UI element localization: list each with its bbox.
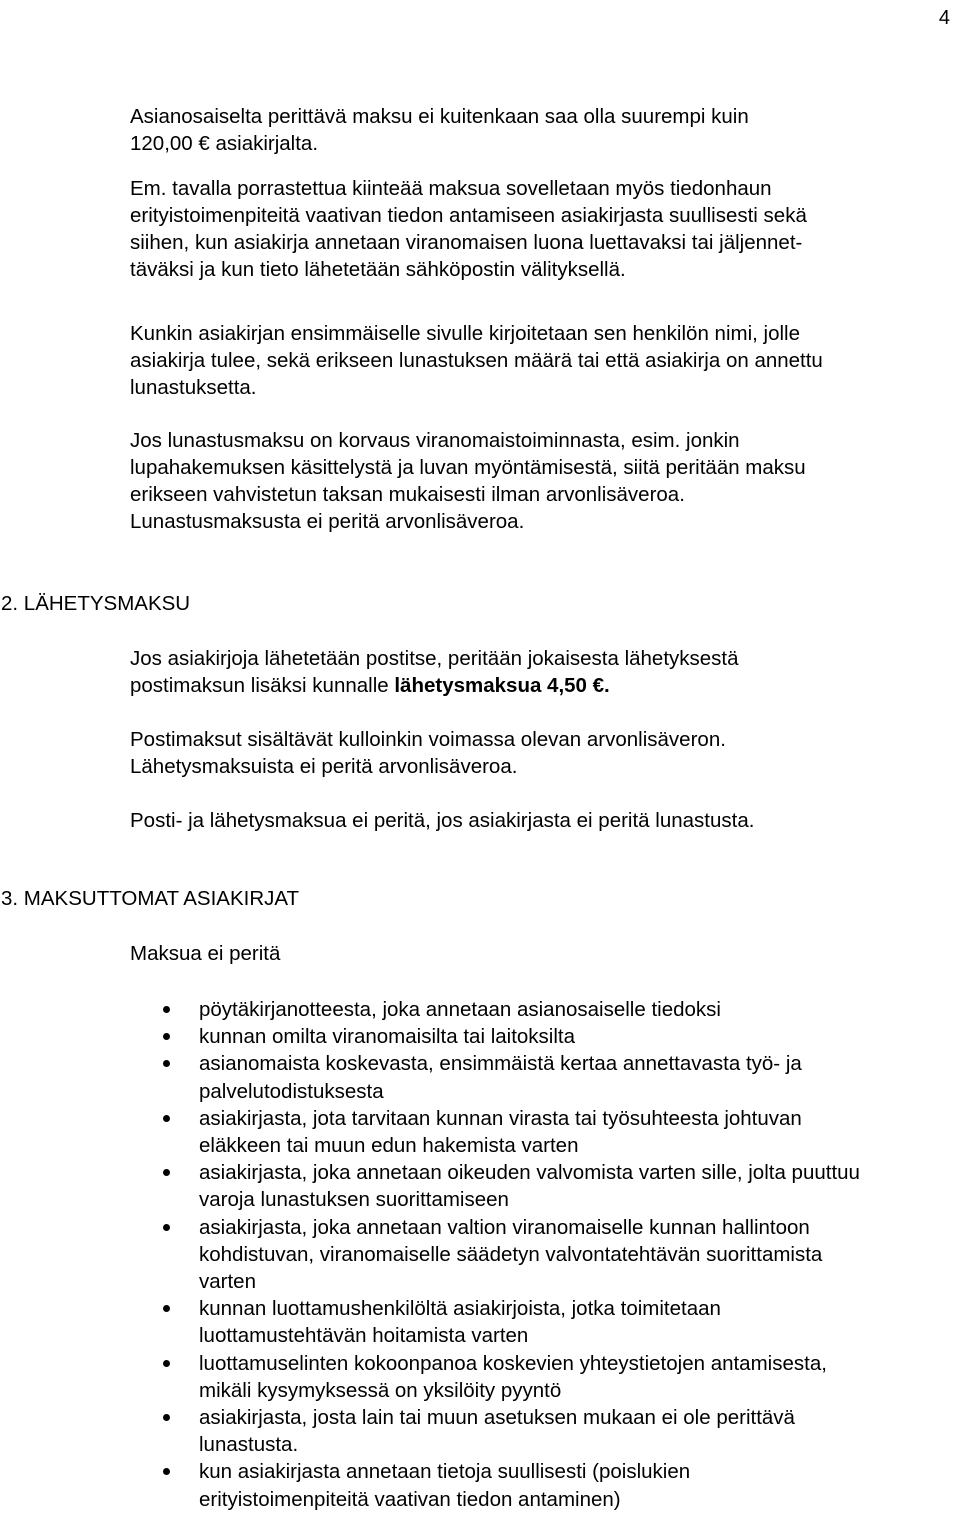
list-item-line: eläkkeen tai muun edun hakemista varten	[199, 1134, 579, 1158]
list-item	[130, 1295, 956, 1349]
list-item	[130, 1350, 956, 1404]
section-heading-free-documents: 3. MAKSUTTOMAT ASIAKIRJAT	[1, 887, 300, 910]
list-item-line: mikäli kysymyksessä on yksilöity pyyntö	[199, 1378, 562, 1402]
list-item-line: luottamuselinten kokoonpanoa koskevien yhteystietojen antamisesta,	[199, 1351, 827, 1375]
paragraph-max-fee	[130, 103, 920, 157]
bullet-icon	[163, 1468, 170, 1475]
list-item	[130, 1404, 956, 1458]
list-item-line: lunastusta.	[199, 1433, 299, 1457]
text-normal: postimaksun lisäksi kunnalle	[130, 674, 395, 697]
text-line: Postimaksut sisältävät kulloinkin voimassa olevan arvonlisäveron.	[130, 728, 726, 751]
bullet-icon	[163, 1033, 170, 1040]
bullet-icon	[163, 1006, 170, 1013]
bullet-icon	[163, 1414, 170, 1421]
paragraph-shipping-fee	[130, 645, 920, 699]
bullet-icon	[163, 1115, 170, 1122]
paragraph-fixed-fee	[130, 175, 920, 283]
list-item-line: varoja lunastuksen suorittamiseen	[199, 1188, 509, 1212]
list-item-line: kunnan luottamushenkilöltä asiakirjoista, jotka toimitetaan	[199, 1297, 721, 1321]
section-heading-shipping-fee: 2. LÄHETYSMAKSU	[1, 592, 191, 615]
paragraph-redemption-fee	[130, 427, 920, 535]
paragraph-vat	[130, 726, 920, 780]
text-line: Lähetysmaksuista ei peritä arvonlisäveroa.	[130, 755, 518, 778]
list-item	[130, 1050, 956, 1104]
list-item-line: asianomaista koskevasta, ensimmäistä kertaa annettavasta työ- ja	[199, 1052, 802, 1076]
text-line: Jos asiakirjoja lähetetään postitse, peritään jokaisesta lähetyksestä	[130, 647, 739, 670]
text-line: täväksi ja kun tieto lähetetään sähköpostin välityksellä.	[130, 258, 626, 281]
text-line: erikseen vahvistetun taksan mukaisesti ilman arvonlisäveroa.	[130, 483, 685, 506]
text-line: lupahakemuksen käsittelystä ja luvan myöntämisestä, siitä peritään maksu	[130, 456, 806, 479]
paragraph-no-fee: Maksua ei peritä	[130, 942, 281, 965]
list-item-line: asiakirjasta, josta lain tai muun asetuksen mukaan ei ole perittävä	[199, 1406, 795, 1430]
text-line: erityistoimenpiteitä vaativan tiedon antamiseen asiakirjasta suullisesti sekä	[130, 204, 807, 227]
list-item-line: pöytäkirjanotteesta, joka annetaan asianosaiselle tiedoksi	[199, 998, 721, 1021]
list-item	[130, 1023, 956, 1050]
page-number: 4	[938, 7, 950, 29]
list-item	[130, 1105, 956, 1159]
text-line: Jos lunastusmaksu on korvaus viranomaistoiminnasta, esim. jonkin	[130, 429, 740, 452]
bullet-icon	[163, 1305, 170, 1312]
list-item	[130, 1214, 956, 1296]
text-line: lunastuksetta.	[130, 376, 257, 399]
list-item	[130, 996, 956, 1023]
list-item	[130, 1159, 956, 1213]
paragraph-first-page	[130, 320, 920, 401]
paragraph-no-shipping-fee: Posti- ja lähetysmaksua ei peritä, jos asiakirjasta ei peritä lunastusta.	[130, 809, 755, 832]
text-line: asiakirja tulee, sekä erikseen lunastuksen määrä tai että asiakirja on annettu	[130, 349, 823, 372]
text-line: Lunastusmaksusta ei peritä arvonlisäveroa.	[130, 510, 525, 533]
text-line: Em. tavalla porrastettua kiinteää maksua sovelletaan myös tiedonhaun	[130, 177, 772, 200]
list-item-line: palvelutodistuksesta	[199, 1079, 384, 1103]
text-line	[130, 672, 920, 699]
bullet-icon	[163, 1224, 170, 1231]
free-documents-list	[130, 996, 956, 1513]
list-item-line: kohdistuvan, viranomaiselle säädetyn valvontatehtävän suorittamista	[199, 1242, 823, 1266]
text-line: 120,00 € asiakirjalta.	[130, 132, 319, 155]
bullet-icon	[163, 1360, 170, 1367]
list-item-line: varten	[199, 1270, 256, 1294]
text-line: Kunkin asiakirjan ensimmäiselle sivulle kirjoitetaan sen henkilön nimi, jolle	[130, 322, 800, 345]
list-item-line: asiakirjasta, jota tarvitaan kunnan virasta tai työsuhteesta johtuvan	[199, 1106, 802, 1130]
list-item-line: luottamustehtävän hoitamista varten	[199, 1324, 529, 1348]
list-item	[130, 1458, 956, 1512]
list-item-line: asiakirjasta, joka annetaan oikeuden valvomista varten sille, jolta puuttuu	[199, 1161, 860, 1185]
text-bold: lähetysmaksua 4,50 €.	[394, 674, 610, 697]
list-item-line: erityistoimenpiteitä vaativan tiedon antaminen)	[199, 1487, 621, 1511]
text-line: Asianosaiselta perittävä maksu ei kuitenkaan saa olla suurempi kuin	[130, 105, 749, 128]
list-item-line: asiakirjasta, joka annetaan valtion viranomaiselle kunnan hallintoon	[199, 1215, 810, 1239]
bullet-icon	[163, 1060, 170, 1067]
list-item-line: kun asiakirjasta annetaan tietoja suullisesti (poislukien	[199, 1460, 691, 1484]
list-item-line: kunnan omilta viranomaisilta tai laitoksilta	[199, 1025, 576, 1049]
bullet-icon	[163, 1169, 170, 1176]
text-line: siihen, kun asiakirja annetaan viranomaisen luona luettavaksi tai jäljennet-	[130, 231, 803, 254]
